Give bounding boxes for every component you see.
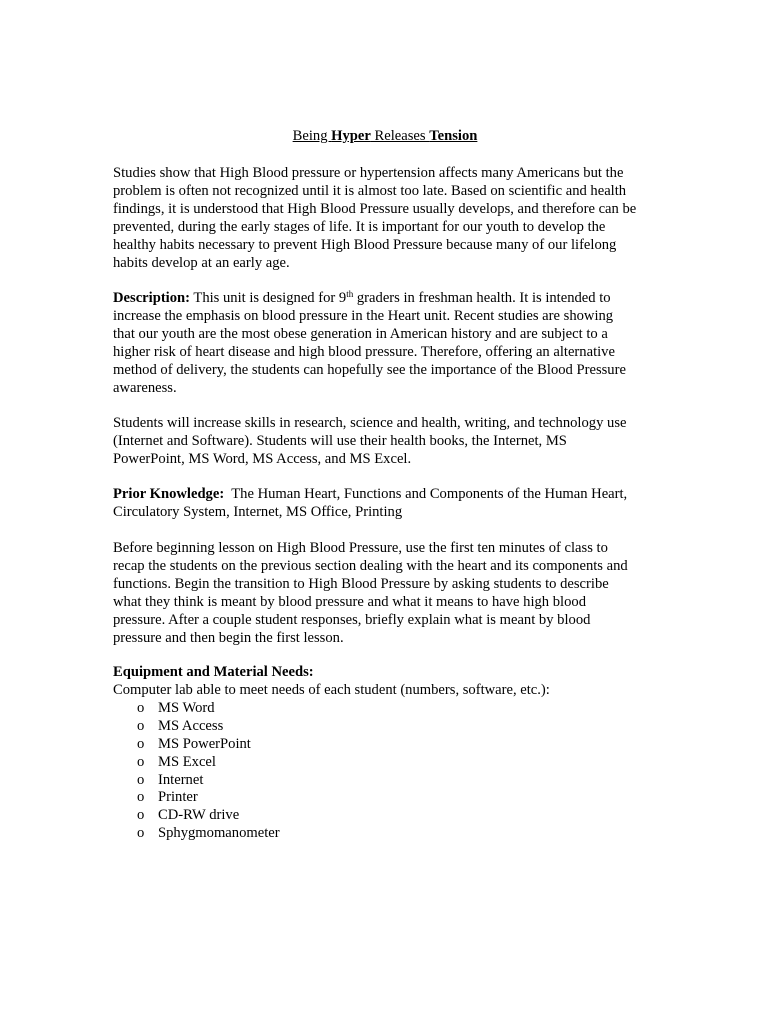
bullet-icon: o [137, 753, 145, 770]
list-item-label: MS Access [158, 717, 224, 734]
intro-line: healthy habits necessary to prevent High Blood Pressure because many of our lifelong [113, 236, 617, 253]
title-part-4: Tension [429, 128, 478, 144]
equipment-heading: Equipment and Material Needs: [113, 664, 314, 680]
description-line: increase the emphasis on blood pressure in the Heart unit. Recent studies are showing [113, 307, 614, 324]
description-line: method of delivery, the students can hopefully see the importance of the Blood Pressure [113, 361, 626, 378]
prior-knowledge-heading: Prior Knowledge: [113, 486, 225, 502]
ordinal-superscript: th [346, 289, 354, 299]
title-part-3: Releases [370, 128, 430, 144]
skills-line: (Internet and Software). Students will use their health books, the Internet, MS [113, 432, 567, 449]
intro-line: habits develop at an early age. [113, 254, 290, 271]
description-first-line [113, 290, 673, 308]
intro-paragraph [113, 165, 673, 272]
list-item-label: MS Excel [158, 753, 216, 770]
description-heading: Description: [113, 290, 191, 306]
intro-line: prevented, during the early stages of life. It is important for our youth to develop the [113, 218, 606, 235]
prior-knowledge-paragraph [113, 486, 673, 522]
skills-line: Students will increase skills in research, science and health, writing, and technology use [113, 415, 627, 431]
list-item-label: MS PowerPoint [158, 735, 251, 752]
before-lesson-line: functions. Begin the transition to High Blood Pressure by asking students to describe [113, 575, 609, 592]
bullet-icon: o [137, 717, 145, 734]
before-lesson-paragraph [113, 540, 673, 647]
bullet-icon: o [137, 789, 145, 806]
skills-paragraph [113, 415, 673, 469]
bullet-icon: o [137, 771, 145, 788]
title-part-1: Being [292, 128, 332, 144]
description-line: higher risk of heart disease and high blood pressure. Therefore, offering an alternative [113, 343, 615, 360]
before-lesson-line: recap the students on the previous section dealing with the heart and its components and [113, 557, 628, 574]
bullet-icon: o [137, 825, 145, 842]
bullet-icon: o [137, 807, 145, 824]
skills-line: PowerPoint, MS Word, MS Access, and MS Excel. [113, 450, 412, 467]
description-text-post: graders in freshman health. It is intended to [353, 290, 611, 306]
list-item-label: Sphygmomanometer [158, 825, 280, 842]
bullet-icon: o [137, 700, 145, 716]
before-lesson-line: pressure and then begin the first lesson. [113, 629, 344, 646]
equipment-section [113, 664, 673, 700]
description-paragraph [113, 290, 673, 397]
description-line: awareness. [113, 379, 177, 396]
bullet-icon: o [137, 735, 145, 752]
before-lesson-line: Before beginning lesson on High Blood Pressure, use the first ten minutes of class to [113, 540, 608, 556]
intro-line: findings, it is understood that High Blood Pressure usually develops, and therefore can be [113, 200, 637, 217]
list-item-label: CD-RW drive [158, 807, 240, 824]
list-item-label: Printer [158, 789, 198, 806]
description-text-pre: This unit is designed for 9 [190, 290, 347, 306]
description-line: that our youth are the most obese generation in American history and are subject to a [113, 325, 608, 342]
list-item-label: Internet [158, 771, 204, 788]
prior-knowledge-text: The Human Heart, Functions and Components of the Human Heart, [224, 486, 628, 502]
prior-knowledge-line: Circulatory System, Internet, MS Office, Printing [113, 503, 403, 520]
prior-knowledge-first-line [113, 486, 673, 504]
document-title [0, 128, 770, 146]
list-item-label: MS Word [158, 700, 215, 716]
before-lesson-line: what they think is meant by blood pressure and what it means to have high blood [113, 593, 586, 610]
equipment-intro: Computer lab able to meet needs of each student (numbers, software, etc.): [113, 681, 550, 698]
before-lesson-line: pressure. After a couple student responses, briefly explain what is meant by blood [113, 611, 591, 628]
intro-line: problem is often not recognized until it is almost too late. Based on scientific and health [113, 182, 627, 199]
title-part-2: Hyper [331, 128, 371, 144]
intro-line: Studies show that High Blood pressure or hypertension affects many Americans but the [113, 165, 624, 181]
